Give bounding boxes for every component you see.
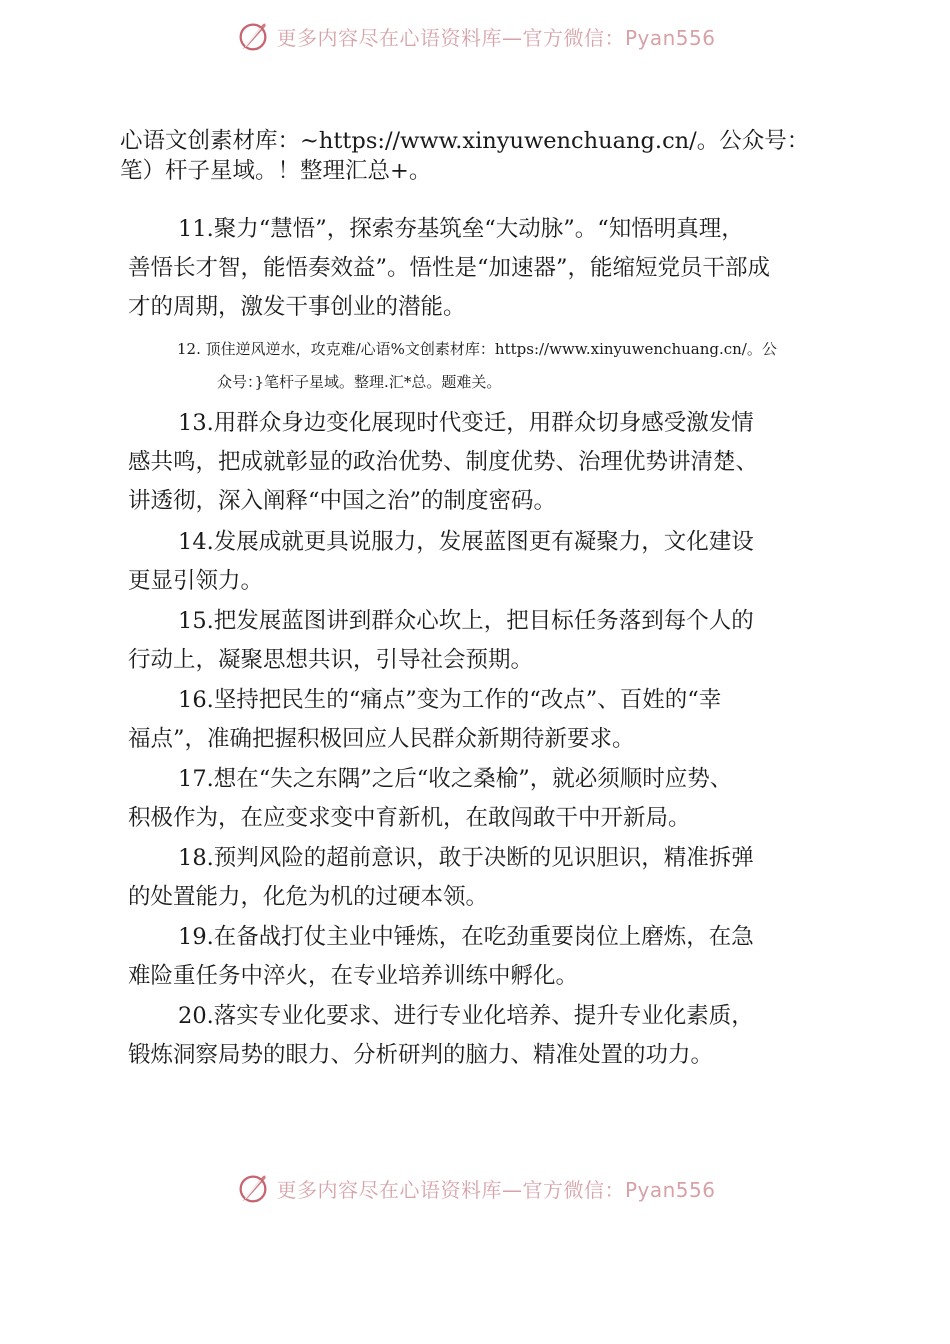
paragraph-line: 善悟长才智，能悟奏效益”。悟性是“加速器”，能缩短党员干部成 <box>128 255 771 281</box>
paragraph-line: 福点”，准确把握积极回应人民群众新期待新要求。 <box>128 726 635 752</box>
intro-line: 心语文创素材库：~https://www.xinyuwenchuang.cn/。公众号： <box>120 128 810 154</box>
header-banner <box>0 14 950 58</box>
paragraph-line: 17.想在“失之东隅”之后“收之桑榆”，就必须顺时应势、 <box>178 766 733 792</box>
paragraph-19 <box>128 918 834 996</box>
paragraph-line: 的处置能力，化危为机的过硬本领。 <box>128 884 489 910</box>
paragraph-line: 难险重任务中淬火，在专业培养训练中孵化。 <box>128 963 579 989</box>
paragraph-12 <box>177 333 857 399</box>
paragraph-16 <box>128 681 834 759</box>
paragraph-line: 14.发展成就更具说服力，发展蓝图更有凝聚力，文化建设 <box>178 529 754 555</box>
paragraph-line: 18.预判风险的超前意识，敢于决断的见识胆识，精准拆弹 <box>178 845 754 871</box>
feather-pen-logo-icon <box>234 1169 272 1207</box>
paragraph-line: 13.用群众身边变化展现时代变迁，用群众切身感受激发情 <box>178 410 754 436</box>
paragraph-line: 行动上，凝聚思想共识，引导社会预期。 <box>128 647 534 673</box>
paragraph-14 <box>128 523 834 601</box>
intro-line: 笔）杆子星域。！整理汇总+。 <box>120 158 432 184</box>
paragraph-line: 11.聚力“慧悟”，探索夯基筑垒“大动脉”。“知悟明真理， <box>178 216 744 242</box>
paragraph-11 <box>128 210 834 327</box>
paragraph-line: 众号：}笔杆子星域。整理.汇*总。题难关。 <box>217 373 502 391</box>
paragraph-line: 讲透彻，深入阐释“中国之治”的制度密码。 <box>128 488 557 514</box>
intro-text <box>120 126 836 186</box>
paragraph-15 <box>128 602 834 680</box>
paragraph-line: 锻炼洞察局势的眼力、分析研判的脑力、精准处置的功力。 <box>128 1042 714 1068</box>
paragraph-13 <box>128 404 834 521</box>
paragraph-line: 15.把发展蓝图讲到群众心坎上，把目标任务落到每个人的 <box>178 608 754 634</box>
paragraph-line: 更显引领力。 <box>128 568 264 594</box>
paragraph-18 <box>128 839 834 917</box>
paragraph-line: 才的周期，激发干事创业的潜能。 <box>128 294 466 320</box>
paragraph-20 <box>128 997 834 1075</box>
paragraph-line: 16.坚持把民生的“痛点”变为工作的“改点”、百姓的“幸 <box>178 687 722 713</box>
paragraph-line: 19.在备战打仗主业中锤炼，在吃劲重要岗位上磨炼，在急 <box>178 924 754 950</box>
paragraph-line: 积极作为，在应变求变中育新机，在敢闯敢干中开新局。 <box>128 805 691 831</box>
banner-text: 更多内容尽在心语资料库—官方微信：Pyan556 <box>276 25 716 50</box>
paragraph-17 <box>128 760 834 838</box>
paragraph-line: 感共鸣，把成就彰显的政治优势、制度优势、治理优势讲清楚、 <box>128 449 759 475</box>
paragraph-line: 12. 顶住逆风逆水，攻克难/心语%文创素材库：https://www.xinyuwenchuang.cn/。公 <box>177 340 777 358</box>
banner-text: 更多内容尽在心语资料库—官方微信：Pyan556 <box>276 1177 716 1202</box>
feather-pen-logo-icon <box>234 17 272 55</box>
paragraph-line: 20.落实专业化要求、进行专业化培养、提升专业化素质， <box>178 1003 754 1029</box>
footer-banner <box>0 1166 950 1210</box>
